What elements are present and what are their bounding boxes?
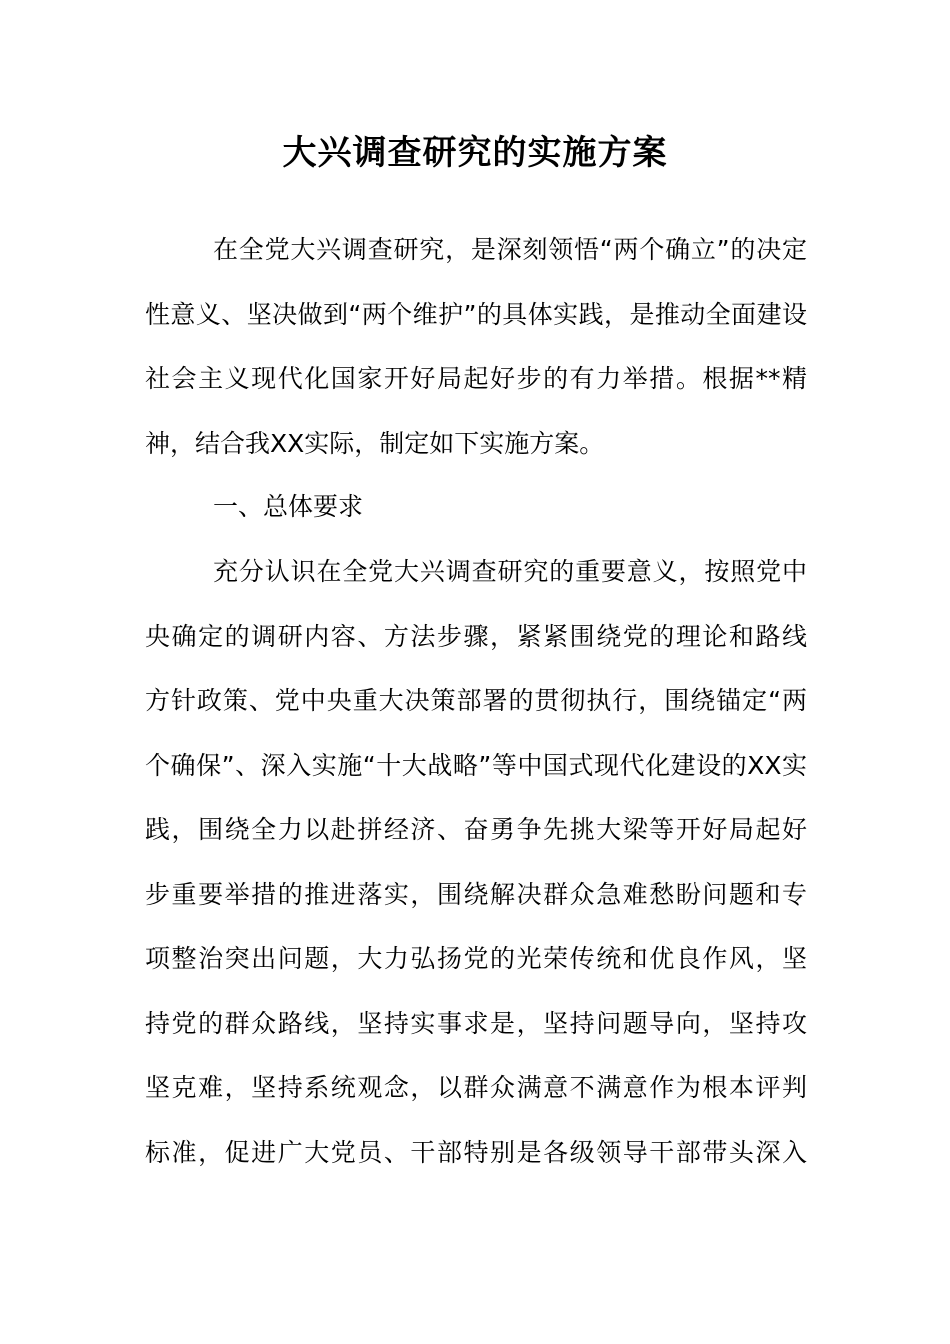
section-heading — [145, 475, 807, 540]
paragraph-line: 持党的群众路线，坚持实事求是，坚持问题导向，坚持攻 — [145, 1008, 807, 1038]
paragraph-line: 坚克难，坚持系统观念，以群众满意不满意作为根本评判 — [145, 1073, 807, 1102]
paragraph-line: 神，结合我XX实际，制定如下实施方案。 — [145, 428, 605, 458]
paragraph-line: 在全党大兴调查研究，是深刻领悟“两个确立”的决定 — [213, 235, 807, 264]
paragraph-line: 步重要举措的推进落实，围绕解决群众急难愁盼问题和专 — [145, 879, 807, 909]
paragraph-line: 社会主义现代化国家开好局起好步的有力举措。根据**精 — [145, 364, 807, 393]
paragraph-line: 央确定的调研内容、方法步骤，紧紧围绕党的理论和路线 — [145, 621, 807, 651]
paragraph-line: 方针政策、党中央重大决策部署的贯彻执行，围绕锚定“两 — [145, 686, 807, 715]
paragraph-line: 项整治突出问题，大力弘扬党的光荣传统和优良作风，坚 — [145, 944, 807, 973]
section-heading-text: 一、总体要求 — [213, 492, 364, 521]
paragraph-general-requirements — [145, 540, 807, 1185]
paragraph-line: 个确保”、深入实施“十大战略”等中国式现代化建设的XX实 — [145, 750, 807, 780]
paragraph-line: 性意义、坚决做到“两个维护”的具体实践，是推动全面建设 — [145, 299, 807, 329]
paragraph-line: 践，围绕全力以赴拼经济、奋勇争先挑大梁等开好局起好 — [145, 815, 807, 844]
paragraph-line: 充分认识在全党大兴调查研究的重要意义，按照党中 — [213, 557, 807, 586]
document-title: 大兴调查研究的实施方案 — [282, 133, 668, 173]
paragraph-line: 标准，促进广大党员、干部特别是各级领导干部带头深入 — [145, 1137, 807, 1167]
paragraph-intro — [145, 218, 807, 476]
